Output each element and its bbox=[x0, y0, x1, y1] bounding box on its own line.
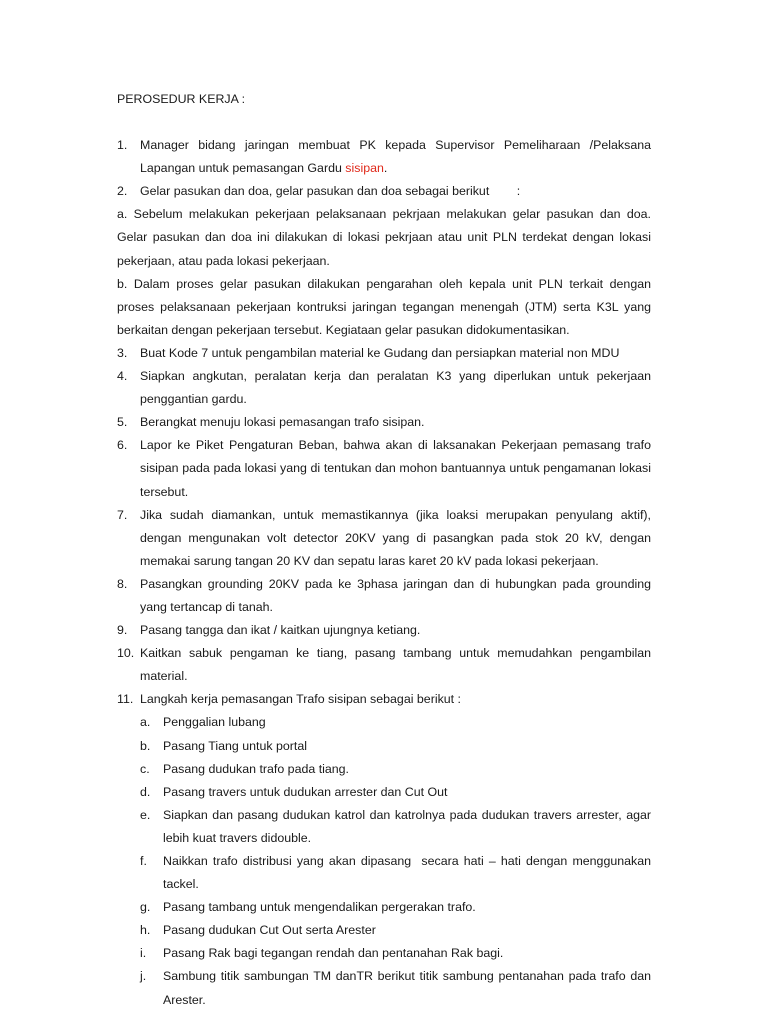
list-text: Buat Kode 7 untuk pengambilan material ke Gudang dan persiapkan material non MDU bbox=[140, 345, 620, 360]
list-text bbox=[140, 134, 651, 180]
sub-text: Sambung titik sambungan TM danTR berikut titik sambung pentanahan pada trafo dan Arester. bbox=[163, 969, 651, 1007]
document-title: PEROSEDUR KERJA : bbox=[117, 92, 246, 106]
sub-item-j bbox=[117, 965, 651, 1011]
sub-item-c bbox=[117, 758, 651, 781]
list-number: 8. bbox=[117, 576, 128, 591]
paragraph-b: b. Dalam proses gelar pasukan dilakukan pengarahan oleh kepala unit PLN terkait dengan proses pelaksanaan pekerjaan kontruksi jaringan tegangan menengah (JTM) serta K3L yang berkaitan dengan pekerjaan tersebut. Kegiataan gelar pasukan didokumentasikan. bbox=[117, 276, 651, 337]
sub-letter: f. bbox=[140, 854, 147, 868]
list-item-8 bbox=[117, 573, 651, 619]
sub-letter: b. bbox=[140, 738, 151, 753]
list-number: 7. bbox=[117, 507, 128, 522]
list-item-6 bbox=[117, 434, 651, 503]
sub-item-h bbox=[117, 919, 651, 942]
sub-item-a bbox=[117, 711, 651, 734]
list-text: Jika sudah diamankan, untuk memastikannya (jika loaksi merupakan penyulang aktif), dengan mengunakan volt detector 20KV yang di pasangkan pada stok 20 kV, dengan memakai sarung tangan 20 KV dan sepatu laras karet 20 kV pada lokasi pekerjaan. bbox=[140, 507, 651, 568]
list-item-4 bbox=[117, 365, 651, 411]
sub-letter: h. bbox=[140, 923, 151, 938]
sub-item-i bbox=[117, 942, 651, 965]
highlighted-word: sisipan bbox=[345, 161, 384, 176]
list-text: Siapkan angkutan, peralatan kerja dan peralatan K3 yang diperlukan untuk pekerjaan penggantian gardu. bbox=[140, 369, 651, 407]
list-number: 2. bbox=[117, 184, 128, 199]
sub-item-b bbox=[117, 735, 651, 758]
sub-letter: d. bbox=[140, 784, 151, 799]
list-text: Gelar pasukan dan doa, gelar pasukan dan doa sebagai berikut : bbox=[140, 184, 521, 199]
list-item-2 bbox=[117, 180, 651, 203]
sub-text: Pasang tambang untuk mengendalikan pergerakan trafo. bbox=[163, 900, 476, 915]
list-number: 11. bbox=[117, 692, 134, 707]
sub-letter: i. bbox=[140, 946, 147, 961]
list-text: Pasang tangga dan ikat / kaitkan ujungnya ketiang. bbox=[140, 623, 421, 638]
list-text-end: . bbox=[383, 161, 388, 176]
sub-item-e bbox=[117, 804, 651, 850]
list-number: 10. bbox=[117, 646, 135, 661]
list-text: Berangkat menuju lokasi pemasangan trafo sisipan. bbox=[140, 415, 425, 430]
list-number: 5. bbox=[117, 415, 128, 430]
sub-text: Pasang dudukan trafo pada tiang. bbox=[163, 761, 350, 776]
list-number: 4. bbox=[117, 369, 128, 384]
sub-item-f bbox=[117, 850, 655, 896]
sub-text: Pasang Tiang untuk portal bbox=[163, 738, 307, 753]
sub-letter: c. bbox=[140, 761, 150, 776]
list-item-5 bbox=[117, 411, 651, 434]
list-number: 1. bbox=[117, 138, 128, 153]
sub-item-g bbox=[117, 896, 651, 919]
list-item-3 bbox=[117, 342, 651, 365]
list-number: 6. bbox=[117, 438, 128, 453]
sub-letter: j. bbox=[140, 969, 147, 984]
sub-item-d bbox=[117, 781, 651, 804]
list-item-11 bbox=[117, 688, 651, 711]
sub-text: Penggalian lubang bbox=[163, 715, 266, 730]
list-text: Langkah kerja pemasangan Trafo sisipan sebagai berikut : bbox=[140, 692, 461, 707]
list-number: 3. bbox=[117, 345, 128, 360]
sub-text: Naikkan trafo distribusi yang akan dipasang secara hati – hati dengan menggunakan tackel. bbox=[163, 854, 655, 892]
sub-letter: e. bbox=[140, 807, 151, 822]
list-text-main: Manager bidang jaringan membuat PK kepada Supervisor Pemeliharaan /Pelaksana Lapangan untuk pemasangan Gardu bbox=[140, 138, 651, 176]
list-item-9 bbox=[117, 619, 651, 642]
sub-letter: g. bbox=[140, 900, 151, 915]
paragraph-a: a. Sebelum melakukan pekerjaan pelaksanaan pekrjaan melakukan gelar pasukan dan doa. Gelar pasukan dan doa ini dilakukan di lokasi pekrjaan atau unit PLN terdekat dengan lokasi pekerjaan, atau pada lokasi pekerjaan. bbox=[117, 207, 651, 268]
list-item-10 bbox=[117, 642, 651, 688]
sub-text: Pasang Rak bagi tegangan rendah dan pentanahan Rak bagi. bbox=[163, 946, 504, 961]
list-number: 9. bbox=[117, 623, 128, 638]
list-text: Lapor ke Piket Pengaturan Beban, bahwa akan di laksanakan Pekerjaan pemasang trafo sisipan pada pada lokasi yang di tentukan dan mohon bantuannya untuk pengamanan lokasi tersebut. bbox=[140, 438, 651, 499]
list-item-1 bbox=[117, 134, 651, 180]
list-text: Pasangkan grounding 20KV pada ke 3phasa jaringan dan di hubungkan pada grounding yang tertancap di tanah. bbox=[140, 576, 651, 614]
sub-text: Pasang dudukan Cut Out serta Arester bbox=[163, 923, 376, 938]
sub-text: Pasang travers untuk dudukan arrester dan Cut Out bbox=[163, 784, 448, 799]
list-text: Kaitkan sabuk pengaman ke tiang, pasang tambang untuk memudahkan pengambilan material. bbox=[140, 646, 651, 684]
list-item-7 bbox=[117, 504, 651, 573]
sub-letter: a. bbox=[140, 715, 151, 730]
sub-text: Siapkan dan pasang dudukan katrol dan katrolnya pada dudukan travers arrester, agar lebih kuat travers didouble. bbox=[163, 807, 651, 845]
